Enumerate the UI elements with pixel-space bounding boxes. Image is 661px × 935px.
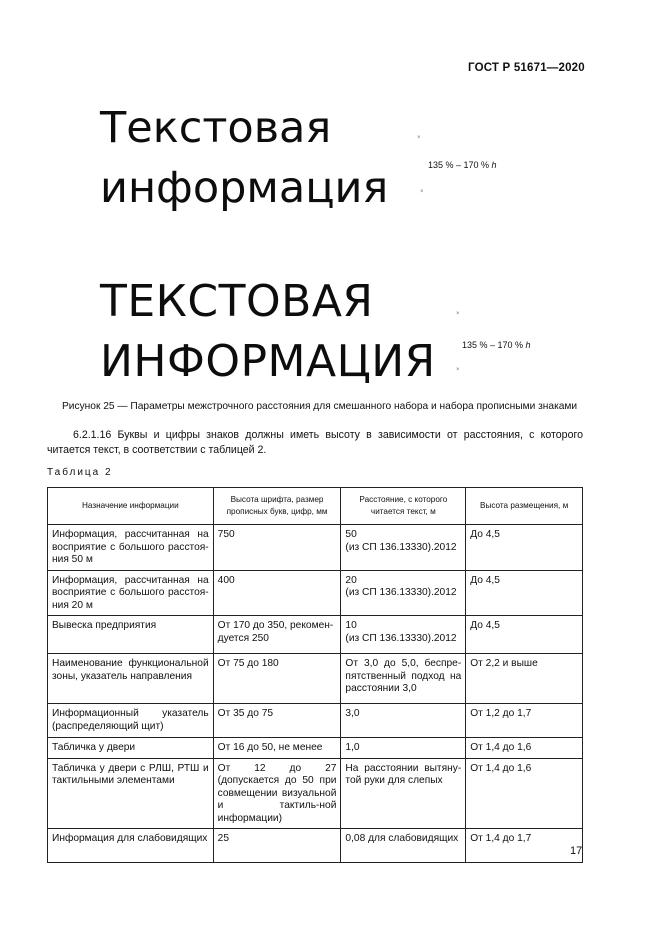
- header-mounting-height: Высота размещения, м: [466, 488, 583, 525]
- sample-mixed-line-2: информация: [100, 163, 389, 213]
- cell-reading-distance: На расстоянии вытяну-той руки для слепых: [341, 758, 466, 829]
- requirements-table: [47, 487, 583, 863]
- page-number: 17: [570, 845, 583, 857]
- cell-reading-distance: 10 (из СП 136.13330).2012: [341, 616, 466, 654]
- cell-reading-distance: 0,08 для слабовидящих: [341, 829, 466, 863]
- cell-font-height: От 16 до 50, не менее: [213, 738, 341, 759]
- sample-caps-line-2: ИНФОРМАЦИЯ: [100, 336, 436, 387]
- table-row: [48, 758, 583, 829]
- table-row: [48, 654, 583, 704]
- cell-font-height: От 35 до 75: [213, 704, 341, 738]
- table-row: [48, 738, 583, 759]
- cell-purpose: Информация, рассчитанная на восприятие с большого расстоя-ния 20 м: [48, 570, 214, 616]
- figure-caption: Рисунок 25 — Параметры межстрочного расстояния для смешанного набора и набора прописными знаками: [62, 401, 578, 412]
- cell-font-height: 750: [213, 525, 341, 571]
- table-row: [48, 829, 583, 863]
- clause-paragraph: 6.2.1.16 Буквы и цифры знаков должны иметь высоту в зависимости от расстояния, с которого читается текст, в соответствии с таблицей 2.: [47, 429, 583, 456]
- cell-purpose: Информационный указатель (распределяющий щит): [48, 704, 214, 738]
- cell-mounting-height: До 4,5: [466, 616, 583, 654]
- sample-caps-line-1: ТЕКСТОВАЯ: [100, 276, 374, 327]
- standard-code: ГОСТ Р 51671—2020: [468, 62, 585, 74]
- line-spacing-variable: h: [525, 340, 531, 350]
- dimension-mark-bottom: ×: [456, 367, 460, 373]
- cell-purpose: Вывеска предприятия: [48, 616, 214, 654]
- dimension-mark-top: ×: [456, 311, 460, 317]
- header-reading-distance: Расстояние, с которого читается текст, м: [341, 488, 466, 525]
- cell-reading-distance: 1,0: [341, 738, 466, 759]
- cell-reading-distance: 3,0: [341, 704, 466, 738]
- cell-mounting-height: От 1,4 до 1,7: [466, 829, 583, 863]
- line-spacing-value: 135 % – 170 %: [428, 160, 492, 170]
- cell-mounting-height: До 4,5: [466, 525, 583, 571]
- sample-mixed-case: [100, 98, 388, 218]
- cell-mounting-height: От 1,4 до 1,6: [466, 758, 583, 829]
- cell-mounting-height: До 4,5: [466, 570, 583, 616]
- cell-purpose: Информация, рассчитанная на восприятие с большого расстоя-ния 50 м: [48, 525, 214, 571]
- line-spacing-note-mixed: [428, 160, 497, 170]
- dimension-mark-top: ×: [417, 135, 421, 141]
- cell-font-height: От 170 до 350, рекомен-дуется 250: [213, 616, 341, 654]
- table-header-row: [48, 488, 583, 525]
- line-spacing-note-caps: [462, 340, 531, 350]
- sample-mixed-line-1: Текстовая: [100, 103, 332, 153]
- cell-font-height: 25: [213, 829, 341, 863]
- header-font-height: Высота шрифта, размер прописных букв, цифр, мм: [213, 488, 341, 525]
- cell-mounting-height: От 1,4 до 1,6: [466, 738, 583, 759]
- cell-purpose: Наименование функциональной зоны, указатель направления: [48, 654, 214, 704]
- table-row: [48, 570, 583, 616]
- cell-purpose: Табличка у двери: [48, 738, 214, 759]
- line-spacing-variable: h: [491, 160, 497, 170]
- table-row: [48, 616, 583, 654]
- line-spacing-value: 135 % – 170 %: [462, 340, 526, 350]
- cell-reading-distance: 20 (из СП 136.13330).2012: [341, 570, 466, 616]
- table-label: Таблица 2: [47, 467, 113, 478]
- cell-purpose: Табличка у двери с РЛШ, РТШ и тактильными элементами: [48, 758, 214, 829]
- cell-font-height: От 12 до 27 (допускается до 50 при совмещении визуальной и тактиль-ной информации): [213, 758, 341, 829]
- cell-purpose: Информация для слабовидящих: [48, 829, 214, 863]
- cell-reading-distance: От 3,0 до 5,0, беспре-пятственный подход на расстоянии 3,0: [341, 654, 466, 704]
- cell-reading-distance: 50 (из СП 136.13330).2012: [341, 525, 466, 571]
- header-purpose: Назначение информации: [48, 488, 214, 525]
- cell-mounting-height: От 2,2 и выше: [466, 654, 583, 704]
- cell-mounting-height: От 1,2 до 1,7: [466, 704, 583, 738]
- sample-upper-case: [100, 272, 436, 392]
- table-row: [48, 525, 583, 571]
- table-row: [48, 704, 583, 738]
- cell-font-height: От 75 до 180: [213, 654, 341, 704]
- dimension-mark-bottom: ×: [420, 189, 424, 195]
- cell-font-height: 400: [213, 570, 341, 616]
